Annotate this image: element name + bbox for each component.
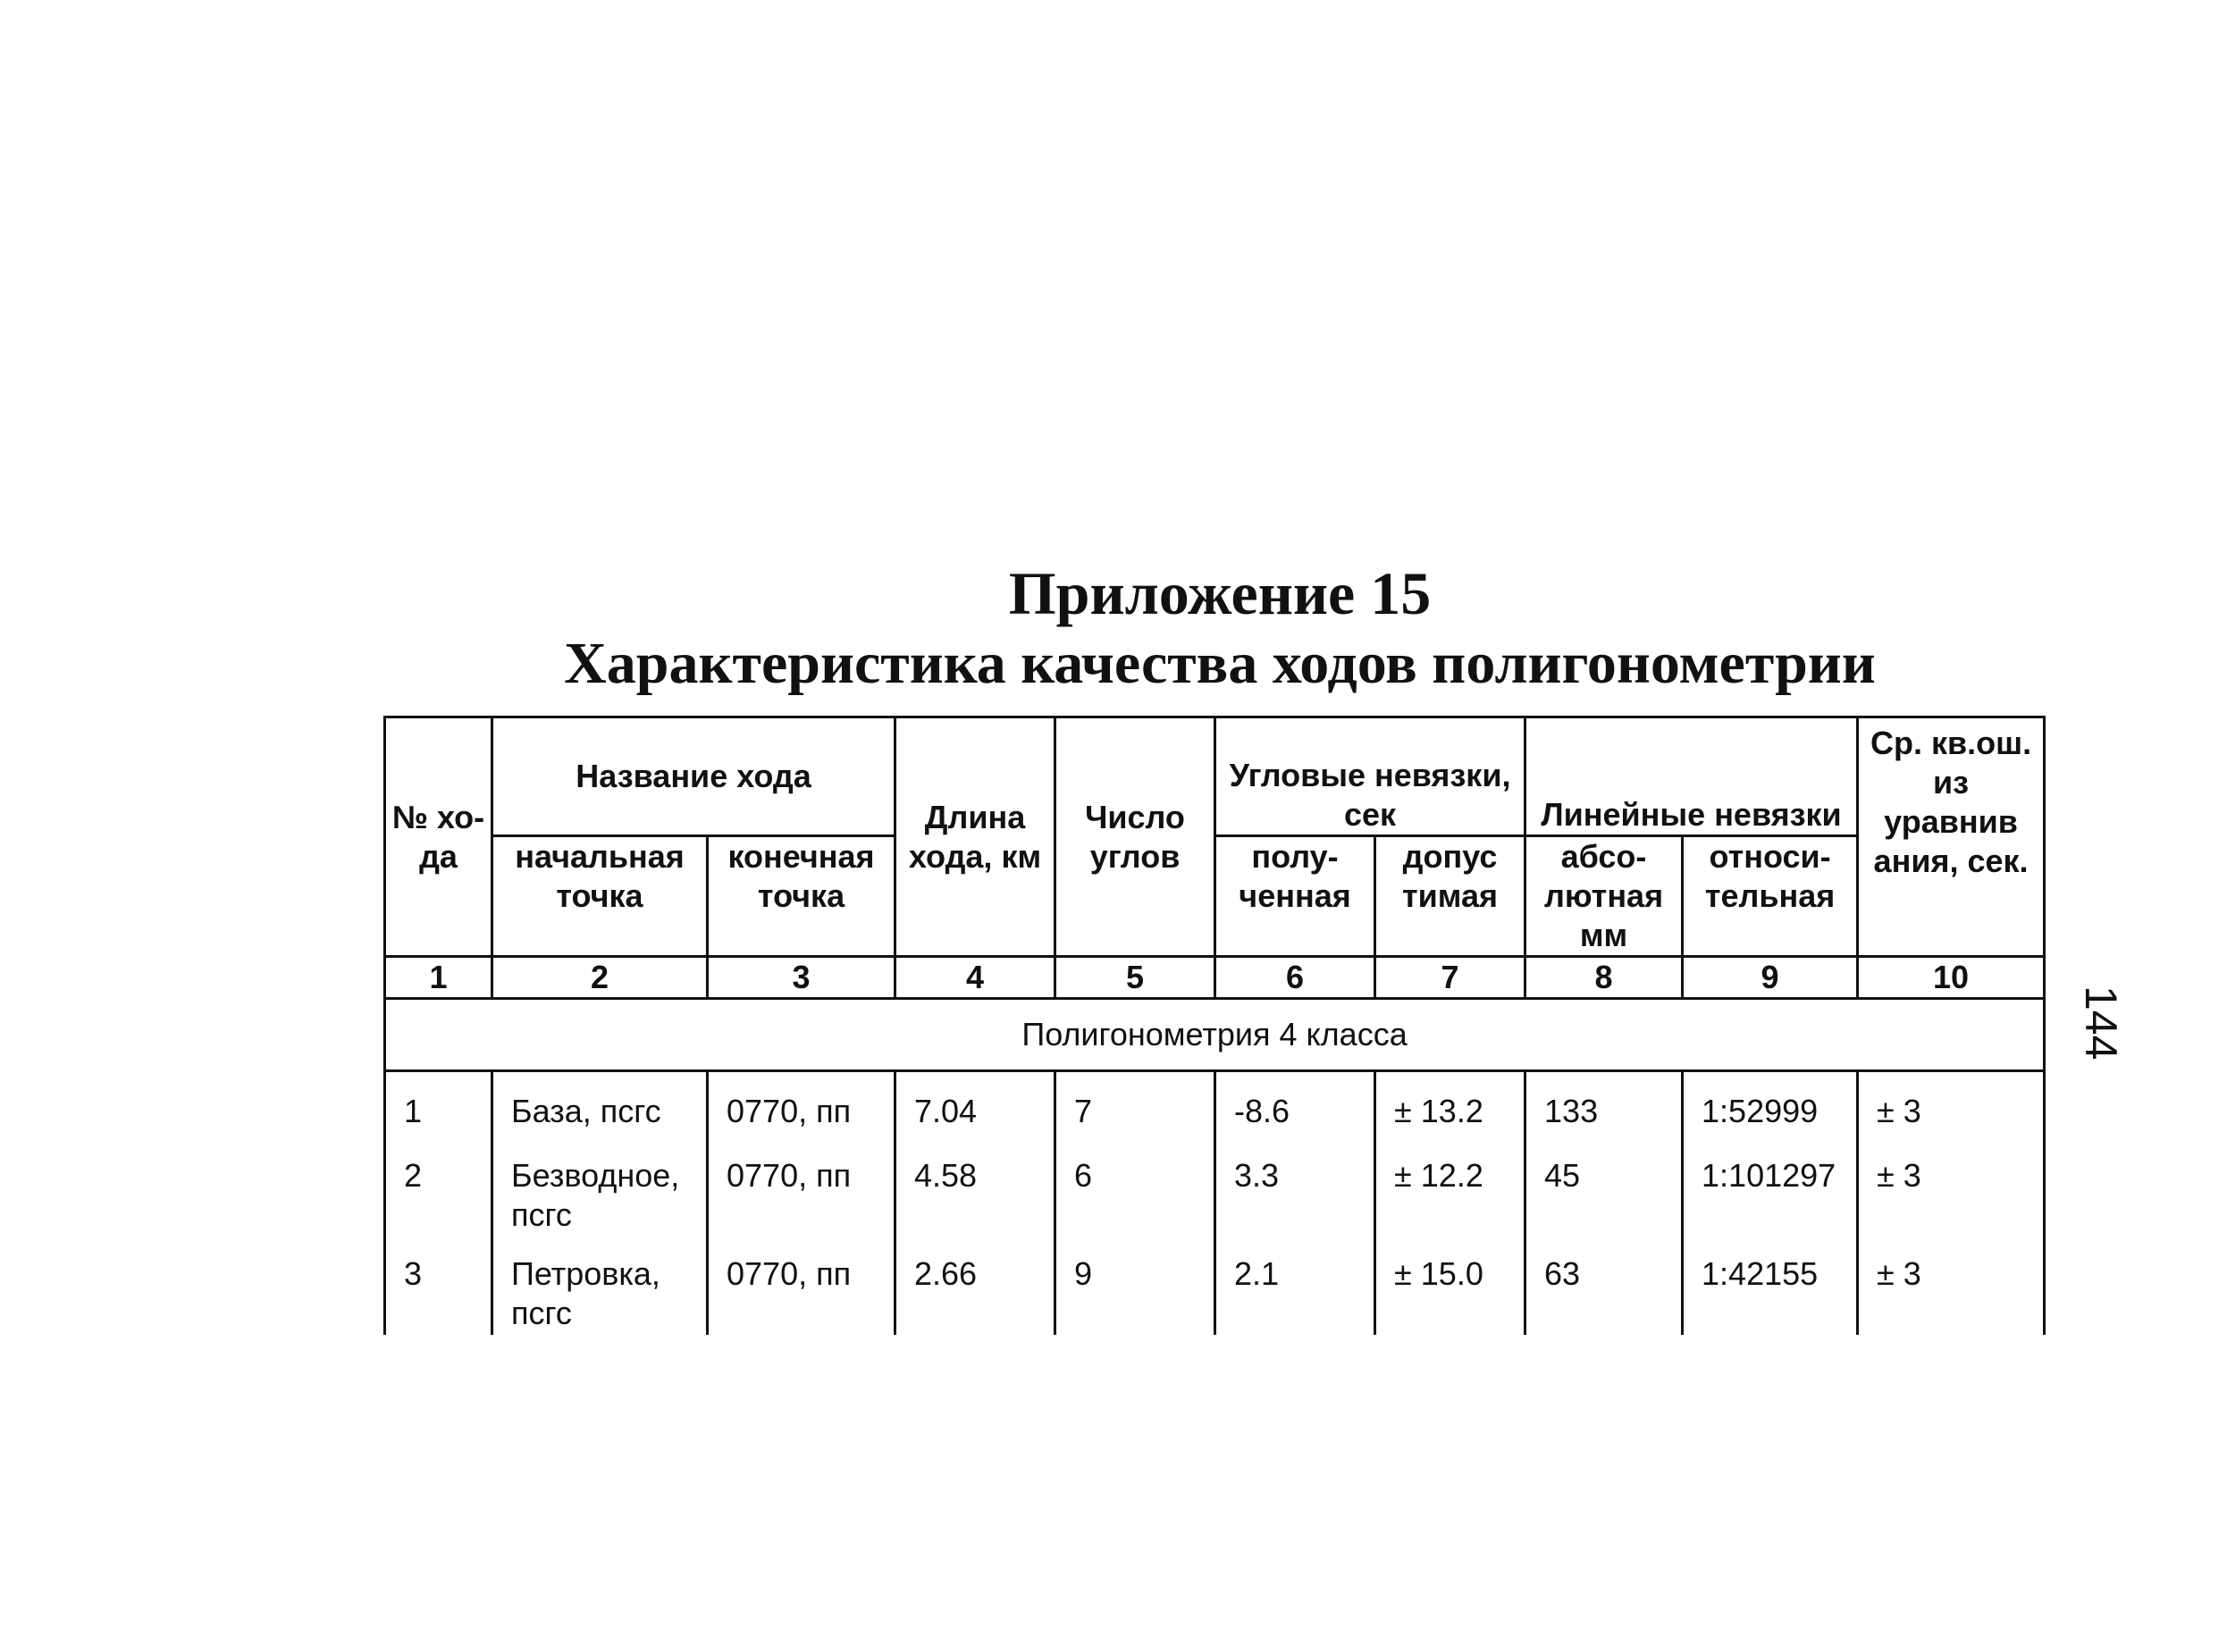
- column-number: 8: [1525, 957, 1683, 999]
- column-number: 7: [1375, 957, 1525, 999]
- table-cell: 1:42155: [1683, 1237, 1858, 1335]
- header-traverse-name: Название хода: [492, 717, 895, 836]
- table-cell: 2.1: [1215, 1237, 1375, 1335]
- table-cell: ± 3: [1858, 1071, 2045, 1139]
- table-cell: 9: [1055, 1237, 1215, 1335]
- table-row: [385, 1138, 2045, 1237]
- table-cell: -8.6: [1215, 1071, 1375, 1139]
- header-end-point: конечная точка: [708, 836, 895, 957]
- table-cell: ± 3: [1858, 1237, 2045, 1335]
- column-number: 2: [492, 957, 708, 999]
- table-cell: 4.58: [895, 1138, 1055, 1237]
- header-traverse-number: № хо-да: [385, 717, 492, 957]
- table-cell: 133: [1525, 1071, 1683, 1139]
- table-cell: ± 13.2: [1375, 1071, 1525, 1139]
- table-cell: 0770, пп: [708, 1071, 895, 1139]
- page-number: 144: [2076, 985, 2126, 1061]
- table-cell: 3: [385, 1237, 492, 1335]
- column-number: 6: [1215, 957, 1375, 999]
- header-linear-misclosure: Линейные невязки: [1525, 717, 1858, 836]
- table-row: [385, 1071, 2045, 1139]
- table-cell: 1: [385, 1071, 492, 1139]
- table-cell: 6: [1055, 1138, 1215, 1237]
- table-cell: ± 12.2: [1375, 1138, 1525, 1237]
- header-angular-obtained: полу-ченная: [1215, 836, 1375, 957]
- column-number: 1: [385, 957, 492, 999]
- column-number: 10: [1858, 957, 2045, 999]
- header-angle-count: Число углов: [1055, 717, 1215, 957]
- table-cell: ± 15.0: [1375, 1237, 1525, 1335]
- document-title: Характеристика качества ходов полигонометрии: [564, 631, 1876, 696]
- table-cell: 2: [385, 1138, 492, 1237]
- table-cell: 7.04: [895, 1071, 1055, 1139]
- table-cell: 63: [1525, 1237, 1683, 1335]
- header-start-point: начальная точка: [492, 836, 708, 957]
- section-heading: Полигонометрия 4 класса: [385, 999, 2045, 1071]
- header-angular-allowed: допус тимая: [1375, 836, 1525, 957]
- table-cell: 7: [1055, 1071, 1215, 1139]
- header-linear-absolute: абсо-лютная мм: [1525, 836, 1683, 957]
- table-cell: 1:101297: [1683, 1138, 1858, 1237]
- table-cell: 0770, пп: [708, 1138, 895, 1237]
- column-number: 5: [1055, 957, 1215, 999]
- table-cell: 3.3: [1215, 1138, 1375, 1237]
- table-cell: База, псгс: [492, 1071, 708, 1139]
- header-linear-relative: относи-тельная: [1683, 836, 1858, 957]
- table-cell: 0770, пп: [708, 1237, 895, 1335]
- table-row: [385, 1237, 2045, 1335]
- header-angular-misclosure: Угловые невязки, сек: [1215, 717, 1525, 836]
- table-cell: Петровка, псгс: [492, 1237, 708, 1335]
- table-cell: Безводное, псгс: [492, 1138, 708, 1237]
- appendix-heading: Приложение 15: [1008, 559, 1432, 627]
- table-cell: 45: [1525, 1138, 1683, 1237]
- column-number: 3: [708, 957, 895, 999]
- header-length: Длина хода, км: [895, 717, 1055, 957]
- column-number: 4: [895, 957, 1055, 999]
- header-rms-error: Ср. кв.ош. из уравнив ания, сек.: [1858, 717, 2045, 957]
- traverse-quality-table: [383, 716, 2046, 1335]
- table-cell: 2.66: [895, 1237, 1055, 1335]
- table-cell: 1:52999: [1683, 1071, 1858, 1139]
- column-number: 9: [1683, 957, 1858, 999]
- table-cell: ± 3: [1858, 1138, 2045, 1237]
